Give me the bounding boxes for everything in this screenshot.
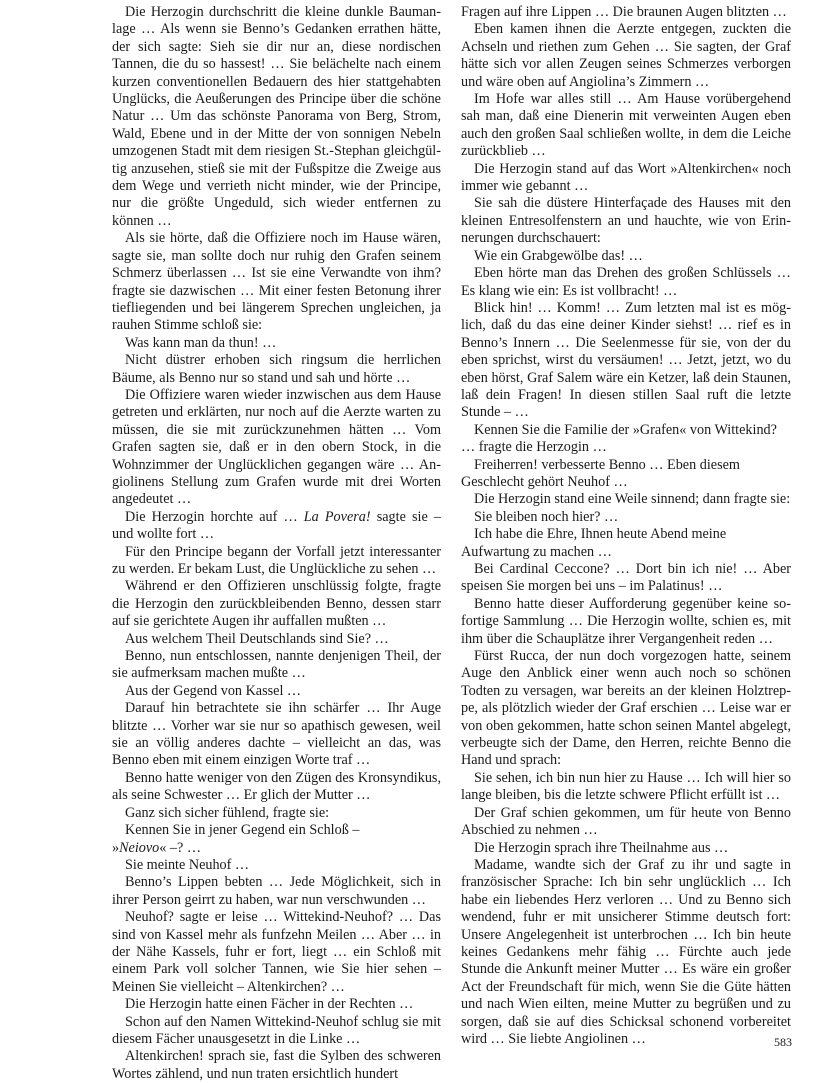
italic-phrase: Neiovo bbox=[119, 839, 160, 856]
paragraph: Sie sah die düstere Hinterfaçade des Hauses mit den kleinen Entresolfenstern an und hauchte, wie von Erinnerungen durchschauert: bbox=[461, 195, 791, 247]
paragraph: Fragen auf ihre Lippen … Die braunen Augen blitzten … bbox=[461, 4, 787, 20]
paragraph: Der Graf schien gekommen, um für heute von Benno Abschied zu nehmen … bbox=[461, 804, 791, 839]
paragraph: Benno’s Lippen bebten … Jede Möglichkeit, sich in ihrer Person geirrt zu haben, war nun verschwunden … bbox=[112, 874, 441, 908]
paragraph: Ich habe die Ehre, Ihnen heute Abend meine Aufwartung zu machen … bbox=[461, 526, 727, 560]
paragraph: Nicht düstrer erhoben sich ringsum die herrlichen Bäume, als Benno nur so stand und sah und hörte … bbox=[112, 352, 441, 386]
paragraph: Im Hofe war alles still … Am Hause vorübergehend sah man, daß eine Dienerin mit verweinten Augen eben auch den großen Saal schließen wollte, in dem die Leiche zurückblieb … bbox=[461, 91, 791, 160]
paragraph: Die Herzogin stand auf das Wort »Altenkirchen« noch immer wie gebannt … bbox=[461, 160, 791, 195]
text-run: Die Herzogin horchte auf … bbox=[125, 508, 304, 525]
paragraph: Blick hin! … Komm! … Zum letzten mal ist es möglich, daß du das eine deiner Kinder siehst! … rief es in Benno’s Innern … Die Seelenmesse für sie, von der du eben sprichst, wirst du versäumen! … Jetzt, jetzt, wo du eben hörst, Graf Salem wäre ein Ketzer, laß dein Staunen, laß dein Fragen! In diesen stillen Saal ruft die letzte Stunde – … bbox=[461, 299, 791, 421]
page-number: 583 bbox=[774, 1035, 792, 1049]
paragraph: Darauf hin betrachtete sie ihn schärfer … Ihr Auge blitzte … Vorher war sie nur so apathisch gewesen, weil sie an völlig anderes dachte – vielleicht an das, was Benno eben mit einem einzigen Worte traf … bbox=[112, 700, 441, 769]
paragraph: Aus der Gegend von Kassel … bbox=[125, 682, 302, 699]
paragraph: Kennen Sie die Familie der »Grafen« von Wittekind? … fragte die Herzogin … bbox=[461, 421, 777, 456]
paragraph: Aus welchem Theil Deutschlands sind Sie? … bbox=[125, 630, 389, 647]
paragraph bbox=[112, 840, 441, 857]
paragraph: Die Herzogin hatte einen Fächer in der Rechten … bbox=[125, 996, 414, 1013]
paragraph: Ganz sich sicher fühlend, fragte sie: bbox=[125, 804, 330, 821]
paragraph: Neuhof? sagte er leise … Wittekind-Neuhof? … Das sind von Kassel mehr als funfzehn Meilen … Aber … in der Nähe Kassels, fuhr er fort, liegt … ein Schloß mit einem Park voll solcher Tannen, wie Sie hier sehen – Meinen Sie vielleicht – Altenkirchen? … bbox=[112, 909, 441, 995]
paragraph: Die Herzogin stand eine Weile sinnend; dann fragte sie: bbox=[474, 491, 791, 508]
left-column bbox=[112, 4, 441, 1083]
italic-phrase: La Povera! bbox=[303, 508, 371, 525]
paragraph: Während er den Offizieren unschlüssig folgte, fragte die Herzogin den zurückbleibenden Benno, dessen starr auf sie gerichtete Augen ihr auffallen mußten … bbox=[112, 578, 441, 630]
paragraph: Was kann man da thun! … bbox=[125, 334, 277, 351]
paragraph: Die Offiziere waren wieder inzwischen aus dem Hause getreten und erklärten, nur noch auf die Aerzte warten zu müssen, die sie mit zurückzunehmen hätten … Vom Grafen sagten sie, daß er in den obern Stock, in die Wohnzimmer der Unglücklichen gegangen wäre … Angiolinens Stellung zum Grafen wurde mit drei Worten angedeutet … bbox=[112, 386, 441, 508]
paragraph: Sie sehen, ich bin nun hier zu Hause … Ich will hier so lange bleiben, bis die letzte schwere Pflicht erfüllt ist … bbox=[461, 769, 791, 804]
paragraph: Sie meinte Neuhof … bbox=[125, 856, 250, 873]
paragraph: Als sie hörte, daß die Offiziere noch im Hause wären, sagte sie, man sollte doch nur ruhig den Grafen seinem Schmerz überlassen … Ist sie eine Verwandte von ihm? fragte sie dazwischen … Mit einer festen Betonung ihrer tiefliegenden und bei längerem Sprechen ungleichen, ja rauhen Stimme schloß sie: bbox=[112, 230, 441, 334]
paragraph bbox=[112, 509, 441, 544]
paragraph: Fürst Rucca, der nun doch vorgezogen hatte, seinem Auge den Anblick einer wenn auch noch so schönen Todten zu versagen, war bereits an der kleinen Holztreppe, als plötzlich wieder der Graf erschien … Leise war er von oben gekommen, hatte schon seinen Mantel abgelegt, verbeugte sich der Dame, den Herren, reichte Benno die Hand und sprach: bbox=[461, 648, 791, 769]
text-run: sagte sie – und wollte fort … bbox=[112, 508, 441, 543]
text-run: « –? … bbox=[159, 839, 202, 856]
paragraph: Eben kamen ihnen die Aerzte entgegen, zuckten die Achseln und riethen zum Gehen … Sie sagten, der Graf hätte sich vor allen Zeugen seines Schmerzes verborgen und wäre oben auf Angiolina’s Zimmern … bbox=[461, 21, 791, 90]
paragraph: Bei Cardinal Ceccone? … Dort bin ich nie! … Aber speisen Sie morgen bei uns – im Palatinus! … bbox=[461, 561, 791, 595]
paragraph: Die Herzogin sprach ihre Theilnahme aus … bbox=[474, 839, 729, 856]
paragraph: Für den Principe begann der Vorfall jetzt interessanter zu werden. Er bekam Lust, die Unglückliche zu sehen … bbox=[112, 543, 441, 577]
text-run: » bbox=[112, 839, 120, 856]
paragraph: Benno, nun entschlossen, nannte denjenigen Theil, der sie aufmerksam machen mußte … bbox=[112, 648, 441, 682]
paragraph: Wie ein Grabgewölbe das! … bbox=[474, 247, 643, 264]
paragraph: Madame, wandte sich der Graf zu ihr und sagte in französischer Sprache: Ich bin sehr unglücklich … Ich habe ein liebendes Herz verloren … Und zu Benno sich wendend, fuhr er mit unsicherer Stimme deutsch fort: Unsere Angelegenheit ist unterbrochen … Ich bin heute keines Gedankens mehr fähig … Fürchte auch jede Stunde die Ankunft meiner Mutter … Es wäre ein großer Act der Freundschaft für mich, wenn Sie die Güte hätten und nach Wien eilten, meine Mutter zu begrüßen und zu sorgen, daß sie auf dies Schicksal schonend vorbereitet wird … Sie liebte Angiolinen … bbox=[461, 856, 791, 1047]
paragraph: Benno hatte dieser Aufforderung gegenüber keine sofortige Sammlung … Die Herzogin wollte, schien es, mit ihm über die Schauplätze ihrer Vergangenheit reden … bbox=[461, 595, 791, 647]
right-column bbox=[461, 4, 791, 1048]
paragraph: Freiherren! verbesserte Benno … Eben diesem Geschlecht gehört Neuhof … bbox=[461, 456, 740, 490]
paragraph: Altenkirchen! sprach sie, fast die Sylben des schweren Wortes zählend, und nun traten ersichtlich hundert bbox=[112, 1048, 441, 1082]
paragraph: Die Herzogin durchschritt die kleine dunkle Baumanlage … Als wenn sie Benno’s Gedanken errathen hätte, der sich sagte: Sieh sie dir nur an, diese nordischen Tannen, die du so hassest! … Sie belächelte nach einem kurzen conventionellen Bedauern des hier stattgehabten Unglücks, die Aeußerungen des Principe über die schöne Natur … Um das schönste Panorama von Berg, Strom, Wald, Ebene und in der Mitte der von sonnigen Nebeln umzogenen Stadt mit dem riesigen St.-Stephan gleichgültig anzusehen, stieß sie mit der Fußspitze die Zweige aus dem Wege und verrieth nicht minder, wie der Principe, nur die größte Ungeduld, sich wieder entfernen zu können … bbox=[112, 4, 441, 229]
paragraph: Schon auf den Namen Wittekind-Neuhof schlug sie mit diesem Fächer unausgesetzt in die Linke … bbox=[112, 1013, 441, 1047]
paragraph: Benno hatte weniger von den Zügen des Kronsyndikus, als seine Schwester … Er glich der Mutter … bbox=[112, 769, 441, 804]
paragraph: Sie bleiben noch hier? … bbox=[474, 508, 619, 525]
paragraph: Kennen Sie in jener Gegend ein Schloß – bbox=[125, 822, 360, 839]
paragraph: Eben hörte man das Drehen des großen Schlüssels … Es klang wie ein: Es ist vollbracht! … bbox=[461, 265, 791, 299]
